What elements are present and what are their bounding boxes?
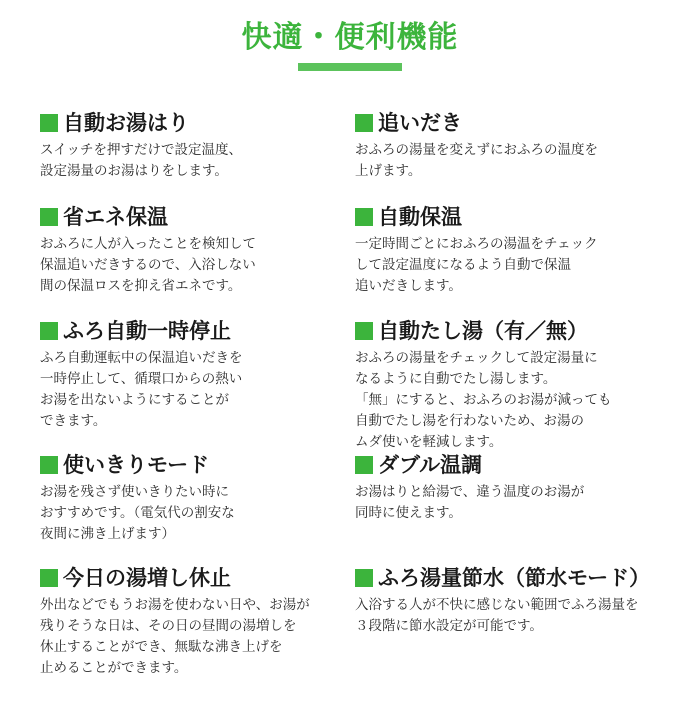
feature-heading-text: 自動保温 [378, 205, 462, 229]
description-line: 間の保温ロスを抑え省エネです。 [40, 278, 242, 294]
feature-heading-text: 自動お湯はり [63, 111, 189, 135]
title-underline [298, 63, 402, 71]
feature-heading [355, 563, 685, 593]
feature-heading-text: ふろ自動一時停止 [63, 319, 231, 343]
description-line: おふろに人が入ったことを検知して [40, 236, 256, 252]
green-square-icon [355, 569, 373, 587]
feature-description [40, 482, 360, 545]
description-line: 同時に使えます。 [355, 505, 462, 521]
description-line: 追いだきします。 [355, 278, 462, 294]
description-line: 一定時間ごとにおふろの湯温をチェック [355, 236, 598, 252]
green-square-icon [40, 456, 58, 474]
description-line: スイッチを押すだけで設定温度、 [40, 142, 242, 158]
description-line: おふろの湯量を変えずにおふろの温度を [355, 142, 598, 158]
green-square-icon [40, 569, 58, 587]
description-line: 残りそうな日は、その日の昼間の湯増しを [40, 618, 297, 634]
description-line: ムダ使いを軽減します。 [355, 434, 503, 450]
green-square-icon [355, 456, 373, 474]
feature-today-boost-pause [40, 563, 360, 679]
description-line: お湯を残さず使いきりたい時に [40, 484, 229, 500]
description-line: お湯はりと給湯で、違う温度のお湯が [355, 484, 585, 500]
feature-heading [40, 450, 360, 480]
feature-description [355, 482, 685, 524]
green-square-icon [355, 114, 373, 132]
feature-heading-text: 追いだき [378, 111, 462, 135]
feature-description [355, 140, 685, 182]
feature-description [40, 595, 360, 679]
feature-description [355, 234, 685, 297]
feature-description [40, 348, 360, 432]
description-line: できます。 [40, 413, 107, 429]
feature-reheat [355, 108, 685, 182]
feature-auto-bath-fill [40, 108, 360, 182]
feature-heading-text: 自動たし湯（有／無） [378, 319, 588, 343]
description-line: おすすめです。（電気代の割安な [40, 505, 235, 521]
feature-description [40, 234, 360, 297]
page-title: 快適・便利機能 [241, 20, 459, 55]
feature-double-temp-control [355, 450, 685, 524]
green-square-icon [355, 208, 373, 226]
description-line: 保温追いだきするので、入浴しない [40, 257, 256, 273]
feature-heading-text: 省エネ保温 [63, 205, 168, 229]
description-line: おふろの湯量をチェックして設定湯量に [355, 350, 598, 366]
description-line: 夜間に沸き上げます） [40, 526, 175, 542]
feature-eco-keep-warm [40, 202, 360, 297]
description-line: 「無」にすると、おふろのお湯が減っても [355, 392, 612, 408]
description-line: 止めることができます。 [40, 660, 188, 676]
description-line: お湯を出ないようにすることが [40, 392, 229, 408]
description-line: ふろ自動運転中の保温追いだきを [40, 350, 243, 366]
description-line: ３段階に節水設定が可能です。 [355, 618, 543, 634]
green-square-icon [355, 322, 373, 340]
description-line: 上げます。 [355, 163, 422, 179]
feature-heading [40, 316, 360, 346]
description-line: なるように自動でたし湯します。 [355, 371, 557, 387]
green-square-icon [40, 208, 58, 226]
feature-heading [355, 316, 685, 346]
feature-heading [40, 108, 360, 138]
feature-heading [40, 202, 360, 232]
feature-description [355, 595, 685, 637]
feature-heading-text: ふろ湯量節水（節水モード） [378, 566, 651, 590]
feature-auto-pause [40, 316, 360, 432]
description-line: 設定湯量のお湯はりをします。 [40, 163, 228, 179]
description-line: 一時停止して、循環口からの熱い [40, 371, 243, 387]
description-line: 自動でたし湯を行わないため、お湯の [355, 413, 584, 429]
feature-heading-text: ダブル温調 [378, 453, 483, 477]
green-square-icon [40, 322, 58, 340]
description-line: 休止することができ、無駄な沸き上げを [40, 639, 283, 655]
feature-heading [355, 202, 685, 232]
feature-use-up-mode [40, 450, 360, 545]
feature-bath-water-saving [355, 563, 685, 637]
feature-auto-top-up [355, 316, 685, 453]
feature-heading [40, 563, 360, 593]
description-line: して設定温度になるよう自動で保温 [355, 257, 571, 273]
feature-heading-text: 使いきりモード [63, 453, 210, 477]
feature-auto-keep-warm [355, 202, 685, 297]
feature-description [40, 140, 360, 182]
feature-description [355, 348, 685, 453]
feature-heading [355, 450, 685, 480]
feature-heading-text: 今日の湯増し休止 [63, 566, 231, 590]
description-line: 外出などでもうお湯を使わない日や、お湯が [40, 597, 310, 613]
green-square-icon [40, 114, 58, 132]
feature-heading [355, 108, 685, 138]
description-line: 入浴する人が不快に感じない範囲でふろ湯量を [355, 597, 639, 613]
